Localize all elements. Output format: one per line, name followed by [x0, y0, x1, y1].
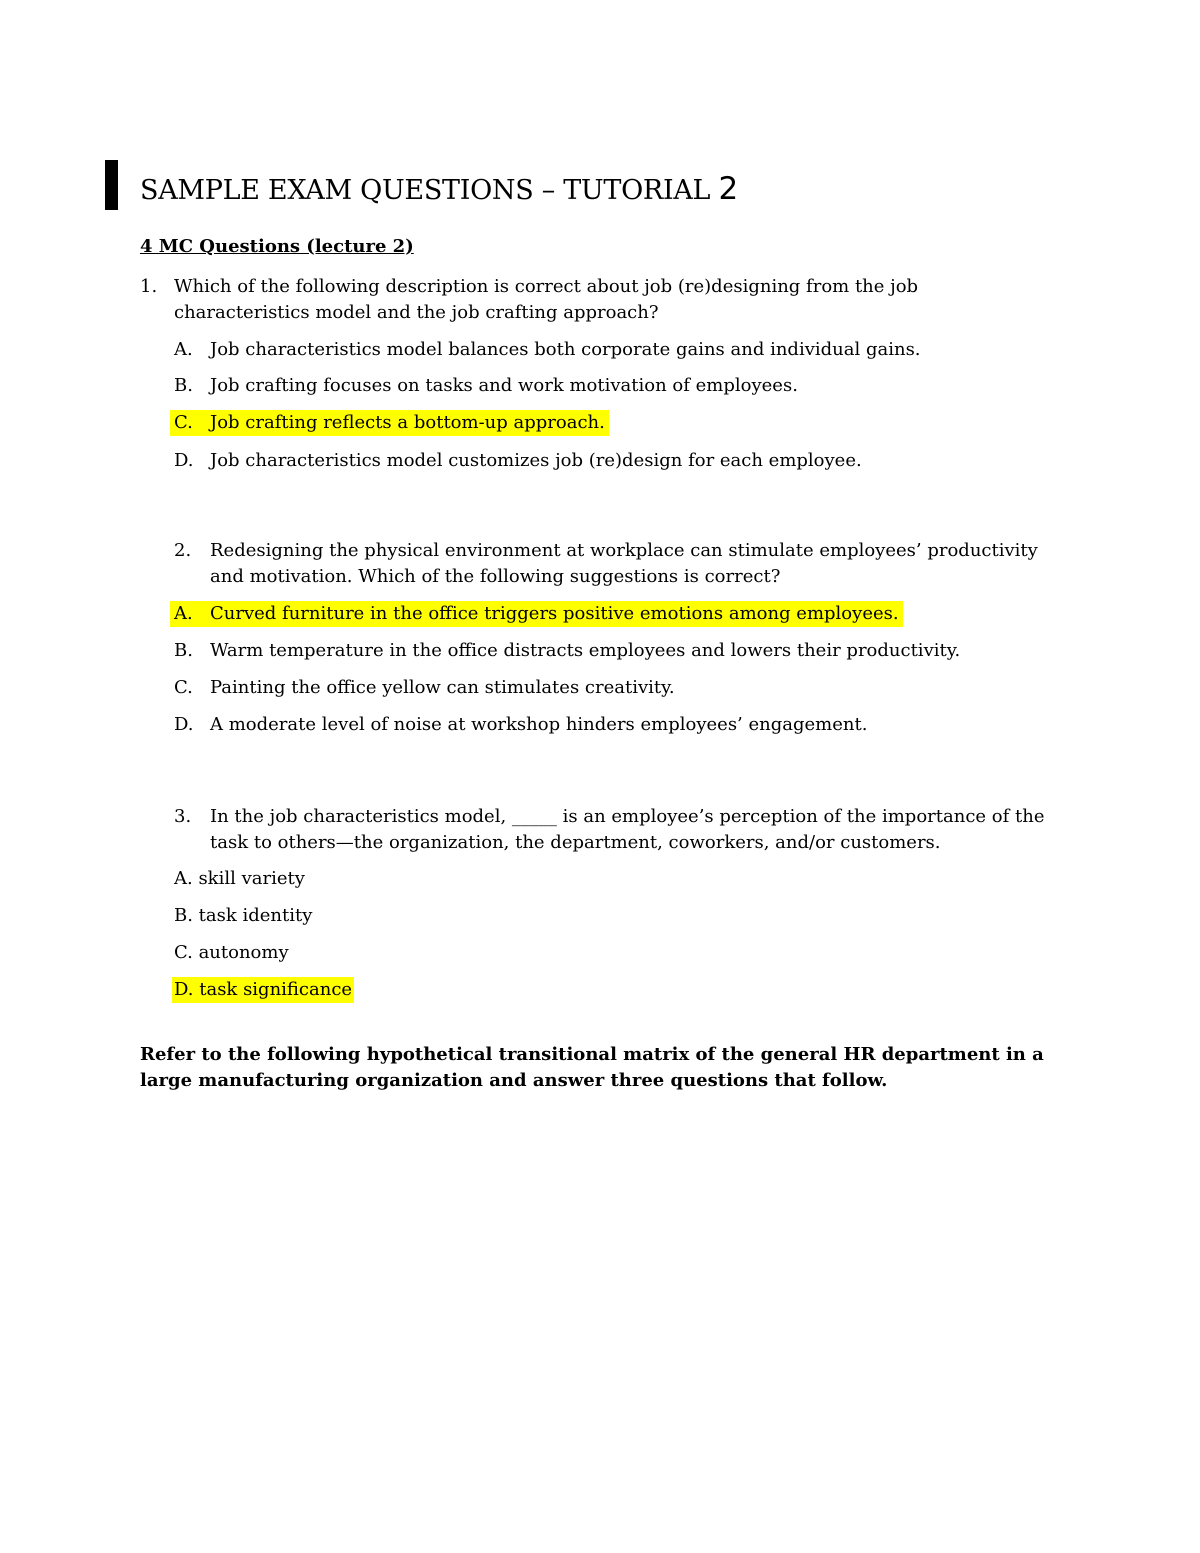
instruction-line: Refer to the following hypothetical transitional matrix of the general HR department in a — [140, 1044, 1044, 1065]
option-letter: B. — [174, 375, 193, 396]
option-letter: D. — [174, 714, 194, 735]
option-text: Painting the office yellow can stimulates creativity. — [210, 677, 675, 698]
option-text: Warm temperature in the office distracts employees and lowers their productivity. — [210, 640, 961, 661]
option-letter: C. — [174, 412, 193, 433]
option-text: Job crafting reflects a bottom-up approach. — [210, 412, 605, 433]
correct-answer-highlight: D. task significance — [172, 977, 354, 1003]
option-letter: A. — [174, 339, 193, 360]
question-stem-line: task to others—the organization, the department, coworkers, and/or customers. — [210, 832, 941, 853]
option-letter: D. — [174, 450, 194, 471]
option-text: A moderate level of noise at workshop hinders employees’ engagement. — [210, 714, 868, 735]
option-text: C. autonomy — [174, 942, 289, 963]
option-text: A. skill variety — [174, 868, 305, 889]
option-letter: C. — [174, 677, 193, 698]
option-text: Job crafting focuses on tasks and work motivation of employees. — [210, 375, 798, 396]
option-text: B. task identity — [174, 905, 313, 926]
section-heading: 4 MC Questions (lecture 2) — [140, 236, 414, 257]
question-stem-line: Redesigning the physical environment at workplace can stimulate employees’ productivity — [210, 540, 1038, 561]
title-number: 2 — [718, 171, 738, 207]
question-number: 1. — [140, 276, 158, 297]
option-text: Job characteristics model customizes job (re)design for each employee. — [210, 450, 862, 471]
question-number: 3. — [174, 806, 192, 827]
question-stem-line: characteristics model and the job crafting approach? — [174, 302, 659, 323]
option-letter: A. — [174, 603, 193, 624]
option-text: Curved furniture in the office triggers positive emotions among employees. — [210, 603, 899, 624]
correct-answer-highlight — [170, 410, 609, 436]
question-stem-line: Which of the following description is correct about job (re)designing from the job — [174, 276, 919, 297]
option-text: Job characteristics model balances both corporate gains and individual gains. — [210, 339, 921, 360]
question-number: 2. — [174, 540, 192, 561]
heading-marker-bar — [105, 160, 118, 210]
correct-answer-highlight — [170, 601, 903, 627]
page-title — [140, 170, 738, 210]
question-stem-line: In the job characteristics model, _____ is an employee’s perception of the importance of the — [210, 806, 1045, 827]
question-stem-line: and motivation. Which of the following suggestions is correct? — [210, 566, 781, 587]
title-text: SAMPLE EXAM QUESTIONS – TUTORIAL — [140, 175, 719, 206]
instruction-line: large manufacturing organization and answer three questions that follow. — [140, 1070, 888, 1091]
option-letter: B. — [174, 640, 193, 661]
